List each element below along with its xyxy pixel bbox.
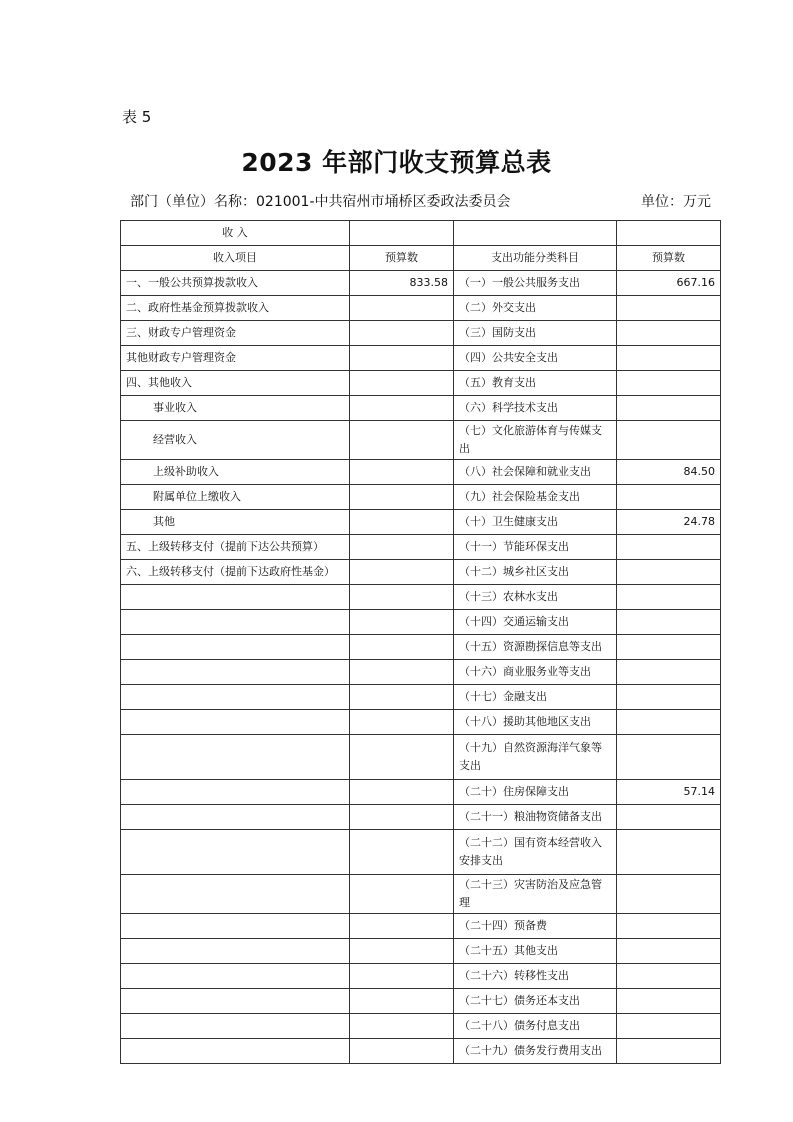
expense-item-cell: （二十五）其他支出 xyxy=(454,939,617,964)
expense-item-cell: （十一）节能环保支出 xyxy=(454,535,617,560)
income-item-cell xyxy=(121,830,350,875)
expense-item-cell: （二十九）债务发行费用支出 xyxy=(454,1039,617,1064)
income-amount-cell xyxy=(350,610,454,635)
expense-item-cell: （十六）商业服务业等支出 xyxy=(454,660,617,685)
expense-item-header: 支出功能分类科目 xyxy=(454,246,617,271)
expense-item-cell: （十四）交通运输支出 xyxy=(454,610,617,635)
table-row xyxy=(121,914,721,939)
income-item-cell xyxy=(121,610,350,635)
expense-amount-cell xyxy=(617,964,721,989)
expense-item-cell: （二十一）粮油物资储备支出 xyxy=(454,805,617,830)
table-row xyxy=(121,635,721,660)
income-section-header: 收 入 xyxy=(121,221,350,246)
income-amount-cell xyxy=(350,660,454,685)
section-header-row xyxy=(121,221,721,246)
expense-item-cell: （十八）援助其他地区支出 xyxy=(454,710,617,735)
expense-item-cell: （四）公共安全支出 xyxy=(454,346,617,371)
expense-amount-cell xyxy=(617,535,721,560)
empty-cell xyxy=(617,221,721,246)
table-row xyxy=(121,735,721,780)
table-row xyxy=(121,989,721,1014)
income-amount-header: 预算数 xyxy=(350,246,454,271)
table-row xyxy=(121,660,721,685)
income-item-cell xyxy=(121,939,350,964)
expense-amount-cell: 24.78 xyxy=(617,510,721,535)
income-item-cell xyxy=(121,1014,350,1039)
income-item-cell xyxy=(121,685,350,710)
income-item-cell: 其他财政专户管理资金 xyxy=(121,346,350,371)
department-name: 部门（单位）名称：021001-中共宿州市埇桥区委政法委员会 xyxy=(130,194,511,210)
expense-item-cell: （九）社会保险基金支出 xyxy=(454,485,617,510)
table-row xyxy=(121,271,721,296)
column-header-row xyxy=(121,246,721,271)
income-amount-cell xyxy=(350,805,454,830)
expense-amount-cell: 57.14 xyxy=(617,780,721,805)
table-row xyxy=(121,535,721,560)
income-item-cell xyxy=(121,585,350,610)
expense-item-cell: （二十三）灾害防治及应急管理 xyxy=(454,875,617,914)
table-row xyxy=(121,346,721,371)
income-item-cell: 其他 xyxy=(121,510,350,535)
income-amount-cell: 833.58 xyxy=(350,271,454,296)
income-amount-cell xyxy=(350,830,454,875)
expense-item-cell: （二十四）预备费 xyxy=(454,914,617,939)
income-amount-cell xyxy=(350,421,454,460)
expense-amount-cell xyxy=(617,321,721,346)
income-item-header: 收入项目 xyxy=(121,246,350,271)
expense-item-cell: （二十二）国有资本经营收入安排支出 xyxy=(454,830,617,875)
expense-amount-cell xyxy=(617,610,721,635)
expense-amount-cell xyxy=(617,735,721,780)
income-item-cell xyxy=(121,989,350,1014)
table-row xyxy=(121,830,721,875)
income-amount-cell xyxy=(350,560,454,585)
table-row xyxy=(121,780,721,805)
income-amount-cell xyxy=(350,710,454,735)
table-row xyxy=(121,421,721,460)
expense-item-cell: （十五）资源勘探信息等支出 xyxy=(454,635,617,660)
expense-amount-cell xyxy=(617,1014,721,1039)
income-item-cell: 附属单位上缴收入 xyxy=(121,485,350,510)
expense-amount-cell: 84.50 xyxy=(617,460,721,485)
expense-amount-cell xyxy=(617,1039,721,1064)
expense-amount-cell xyxy=(617,346,721,371)
expense-amount-cell xyxy=(617,685,721,710)
income-amount-cell xyxy=(350,989,454,1014)
empty-cell xyxy=(350,221,454,246)
table-row xyxy=(121,685,721,710)
expense-amount-cell: 667.16 xyxy=(617,271,721,296)
table-row xyxy=(121,805,721,830)
expense-item-cell: （六）科学技术支出 xyxy=(454,396,617,421)
expense-amount-cell xyxy=(617,485,721,510)
expense-item-cell: （十二）城乡社区支出 xyxy=(454,560,617,585)
income-item-cell xyxy=(121,964,350,989)
budget-table xyxy=(120,220,721,1064)
expense-item-cell: （八）社会保障和就业支出 xyxy=(454,460,617,485)
income-amount-cell xyxy=(350,396,454,421)
page-title: 2023 年部门收支预算总表 xyxy=(241,148,552,177)
income-amount-cell xyxy=(350,875,454,914)
table-row xyxy=(121,939,721,964)
income-item-cell: 三、财政专户管理资金 xyxy=(121,321,350,346)
expense-amount-cell xyxy=(617,875,721,914)
expense-amount-cell xyxy=(617,296,721,321)
table-row xyxy=(121,396,721,421)
income-item-cell: 经营收入 xyxy=(121,421,350,460)
income-amount-cell xyxy=(350,371,454,396)
table-row xyxy=(121,296,721,321)
income-item-cell xyxy=(121,660,350,685)
expense-item-cell: （七）文化旅游体育与传媒支出 xyxy=(454,421,617,460)
income-item-cell: 五、上级转移支付（提前下达公共预算） xyxy=(121,535,350,560)
income-item-cell: 六、上级转移支付（提前下达政府性基金） xyxy=(121,560,350,585)
income-amount-cell xyxy=(350,735,454,780)
income-item-cell xyxy=(121,710,350,735)
income-item-cell xyxy=(121,914,350,939)
expense-item-cell: （十七）金融支出 xyxy=(454,685,617,710)
table-row xyxy=(121,371,721,396)
table-row xyxy=(121,710,721,735)
expense-item-cell: （十九）自然资源海洋气象等支出 xyxy=(454,735,617,780)
expense-amount-cell xyxy=(617,635,721,660)
table-row xyxy=(121,560,721,585)
income-amount-cell xyxy=(350,510,454,535)
table-row xyxy=(121,875,721,914)
table-row xyxy=(121,485,721,510)
expense-amount-cell xyxy=(617,830,721,875)
expense-item-cell: （三）国防支出 xyxy=(454,321,617,346)
expense-amount-cell xyxy=(617,585,721,610)
income-amount-cell xyxy=(350,685,454,710)
income-amount-cell xyxy=(350,460,454,485)
expense-item-cell: （二十）住房保障支出 xyxy=(454,780,617,805)
income-item-cell: 四、其他收入 xyxy=(121,371,350,396)
expense-amount-cell xyxy=(617,396,721,421)
table-row xyxy=(121,964,721,989)
table-row xyxy=(121,1014,721,1039)
income-item-cell xyxy=(121,780,350,805)
expense-item-cell: （二十六）转移性支出 xyxy=(454,964,617,989)
expense-amount-cell xyxy=(617,560,721,585)
income-amount-cell xyxy=(350,321,454,346)
income-amount-cell xyxy=(350,1039,454,1064)
income-item-cell xyxy=(121,635,350,660)
expense-item-cell: （五）教育支出 xyxy=(454,371,617,396)
income-item-cell: 二、政府性基金预算拨款收入 xyxy=(121,296,350,321)
income-amount-cell xyxy=(350,914,454,939)
expense-amount-cell xyxy=(617,371,721,396)
expense-amount-cell xyxy=(617,914,721,939)
table-row xyxy=(121,610,721,635)
unit-label: 单位：万元 xyxy=(641,194,711,210)
expense-amount-cell xyxy=(617,421,721,460)
table-row xyxy=(121,460,721,485)
income-amount-cell xyxy=(350,485,454,510)
income-item-cell: 一、一般公共预算拨款收入 xyxy=(121,271,350,296)
income-amount-cell xyxy=(350,939,454,964)
expense-amount-cell xyxy=(617,660,721,685)
income-amount-cell xyxy=(350,346,454,371)
expense-item-cell: （二十八）债务付息支出 xyxy=(454,1014,617,1039)
income-amount-cell xyxy=(350,780,454,805)
expense-item-cell: （一）一般公共服务支出 xyxy=(454,271,617,296)
expense-item-cell: （十三）农林水支出 xyxy=(454,585,617,610)
expense-amount-cell xyxy=(617,939,721,964)
table-row xyxy=(121,321,721,346)
expense-item-cell: （十）卫生健康支出 xyxy=(454,510,617,535)
income-amount-cell xyxy=(350,1014,454,1039)
income-amount-cell xyxy=(350,964,454,989)
income-amount-cell xyxy=(350,535,454,560)
income-amount-cell xyxy=(350,585,454,610)
income-item-cell: 上级补助收入 xyxy=(121,460,350,485)
expense-item-cell: （二）外交支出 xyxy=(454,296,617,321)
expense-amount-header: 预算数 xyxy=(617,246,721,271)
table-row xyxy=(121,585,721,610)
table-number: 表 5 xyxy=(122,108,152,126)
income-item-cell xyxy=(121,735,350,780)
expense-amount-cell xyxy=(617,989,721,1014)
income-item-cell: 事业收入 xyxy=(121,396,350,421)
income-amount-cell xyxy=(350,296,454,321)
empty-cell xyxy=(454,221,617,246)
income-item-cell xyxy=(121,805,350,830)
expense-amount-cell xyxy=(617,710,721,735)
income-item-cell xyxy=(121,1039,350,1064)
income-item-cell xyxy=(121,875,350,914)
expense-item-cell: （二十七）债务还本支出 xyxy=(454,989,617,1014)
expense-amount-cell xyxy=(617,805,721,830)
table-row xyxy=(121,510,721,535)
income-amount-cell xyxy=(350,635,454,660)
table-row xyxy=(121,1039,721,1064)
